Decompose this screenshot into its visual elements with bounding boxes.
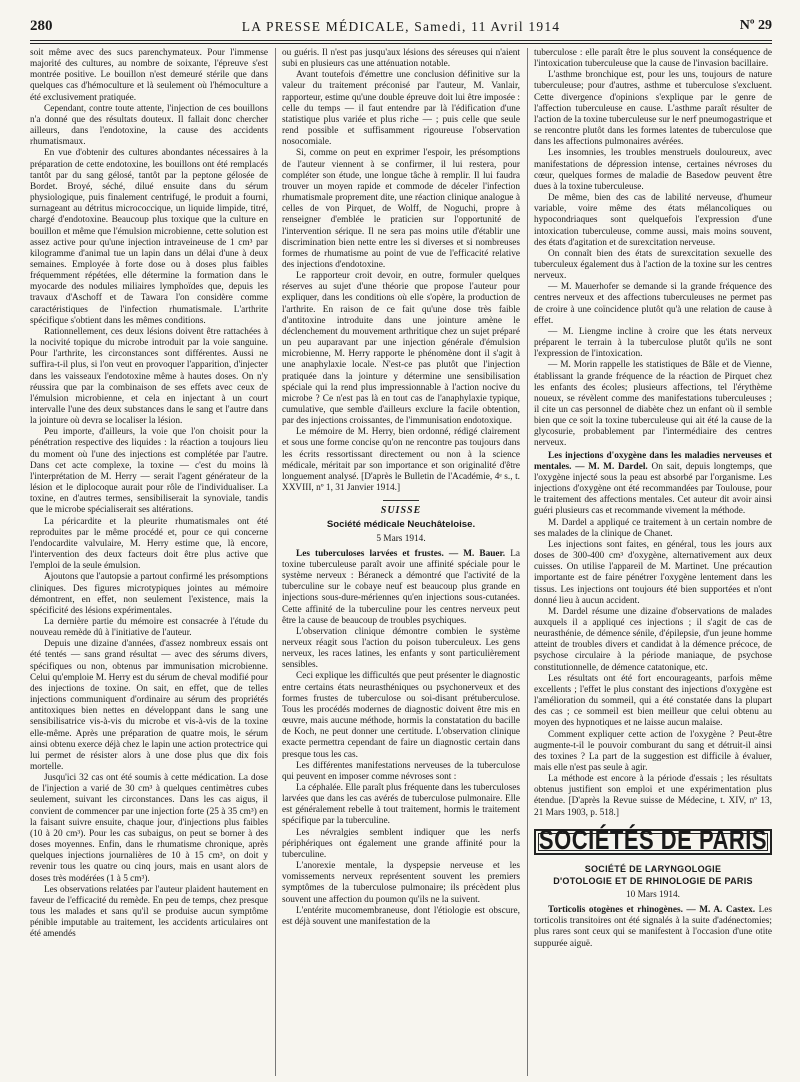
page-header <box>30 18 772 38</box>
section-heading-suisse: SUISSE <box>380 505 422 517</box>
column-2 <box>282 48 520 1076</box>
paragraph: On sait, depuis longtemps, que l'oxygène injecté sous la peau est absorbé par l'organisme. Les injections d'oxygène ont été recommandées par Toulouse, pour le traitement des affections mentales. Cet auteur dit avoir ainsi guéri plusieurs cas et recommande vivement la méthode. <box>534 461 772 517</box>
header-rule <box>30 40 772 41</box>
paragraph: Les différentes manifestations nerveuses de la tuberculose qui peuvent en imposer comme névroses sont : <box>282 760 520 782</box>
section-separator <box>383 500 419 501</box>
societes-banner <box>534 823 772 855</box>
paragraph: L'anorexie mentale, la dyspepsie nerveuse et les vomissements nerveux représentent souvent les premiers symptômes de la tuberculose pulmonaire; ils précèdent plus souvent une affection du poumon qu'ils ne la suivent. <box>282 861 520 905</box>
paragraph: Les résultats ont été fort encourageants, parfois même excellents ; l'effet le plus constant des injections d'oxygène est l'amélioration du sommeil, qui a été constatée dans la plupart des cas ; ce sommeil est bien meilleur que celui obtenu au moyen des hypnotiques et ne laisse aucun malaise. <box>534 673 772 729</box>
paragraph: — M. Morin rappelle les statistiques de Bâle et de Vienne, établissant la grande fréquence de la réaction de Pirquet chez les enfants des écoles; plusieurs affections, tel l'érythème noueux, se révèlent comme des manifestations tuberculeuses ; il cite un cas personnel de diabète chez un enfant où il semble bien que ce soit la toxine tuberculeuse qui ait été la cause de la glycosurie, probablement par l'intermédiaire des centres nerveux. <box>534 360 772 449</box>
paragraph: — M. Liengme incline à croire que les états nerveux préparent le terrain à la tuberculose plutôt qu'ils ne sont l'expression de l'intoxication. <box>534 326 772 360</box>
society-name-line-2: D'OTOLOGIE ET DE RHINOLOGIE DE PARIS <box>553 875 753 886</box>
paragraph: ou guéris. Il n'est pas jusqu'aux lésions des séreuses qui n'aient subi en plusieurs cas une atténuation notable. <box>282 48 520 70</box>
page-number: 280 <box>30 18 53 34</box>
column-divider <box>527 48 528 1076</box>
paragraph: Si, comme on peut en exprimer l'espoir, les présomptions de l'auteur viennent à se confirmer, il lui restera, pour compléter son étude, une longue tâche à remplir. Il lui faudra trouver un moyen rapide et commode de déceler l'infection rhumatismale proprement dite, une réaction clinique analogue à celles de von Pirquet, de Wolff, de Noguchi, propre à renseigner d'emblée le praticien sur l'opportunité de l'intervention sérique. Il ne sera pas moins utile d'établir une discrimination bien nette entre les si diverses et si nombreuses formes de rhumatisme au point de vue de l'efficacité relative des injections d'endotoxine. <box>282 148 520 270</box>
paragraph: Les torticolis transitoires ont été signalés à la suite d'adénectomies; plus rares sont ceux qui se manifestent à l'occasion d'une otite suppurée aiguë. <box>534 905 772 949</box>
paragraph: Avant toutefois d'émettre une conclusion définitive sur la valeur du traitement préconisé par l'auteur, M. Vanlair, rapporteur, estime qu'une double épreuve doit lui être imposée : celle du temps — il faut entendre par là l'édification d'une statistique plus variée et plus riche — ; puis celle que seule rend possible et suffisamment rigoureuse l'observation nosocomiale. <box>282 70 520 148</box>
column-divider <box>275 48 276 1076</box>
paragraph: Les névralgies semblent indiquer que les nerfs périphériques ont également une grande affinité pour la tuberculine. <box>282 827 520 860</box>
paragraph: On connaît bien des états de surexcitation sexuelle des tuberculeux également dus à l'action de la toxine sur les centres nerveux. <box>534 248 772 282</box>
paragraph: La dernière partie du mémoire est consacrée à l'étude du nouveau remède dû à l'initiative de l'auteur. <box>30 616 268 639</box>
paragraph: Les insomnies, les troubles menstruels douloureux, avec manifestations de dépression intense, certaines névroses du cœur, quelques formes de maladie de Basedow peuvent être dues à la toxine tuberculeuse. <box>534 148 772 192</box>
paragraph: Jusqu'ici 32 cas ont été soumis à cette médication. La dose de l'injection a varié de 30 cm³ à quelques centimètres cubes seulement, suivant les circonstances. Dans les cas aigus, il convient de commencer par une injection forte (25 à 35 cm³) en la faisant suivre ensuite, chaque jour, d'injections plus faibles (10 à 20 cm³). Pour les cas subaigus, on peut se borner à des doses moyennes. Enfin, dans le rhumatisme chronique, après quelques injections journalières de 10 à 15 cm³, on doit y revenir tous les quatre ou cinq jours, mais en usant alors de doses très modérées (1 à 5 cm³). <box>30 773 268 884</box>
paragraph: Peu importe, d'ailleurs, la voie que l'on choisit pour la pénétration respective des liquides : la réaction a toujours lieu du moment où l'une des injections est complétée par l'autre. Dans cet acte complexe, la toxine — c'est du moins là l'interprétation de M. Herry — serait l'agent générateur de la lésion et le diplocoque aurait pour rôle de l'individualiser. La toxine, en d'autres termes, sensibiliserait la synoviale, tandis que le microbe spécialiserait ses altérations. <box>30 427 268 516</box>
article-heading: Les tuberculoses larvées et frustes. — M. Bauer. <box>296 548 506 559</box>
paragraph: Ceci explique les difficultés que peut présenter le diagnostic entre certains états neurasthéniques ou psychonerveux et des formes frustes de tuberculose ou soi-disant prétuberculose. Tous les procédés modernes de diagnostic doivent être mis en œuvre, mais aucune méthode, hormis la constatation du bacille de Koch, ne peut donner une certitude. L'observation clinique exacte permettra cependant de faire un diagnostic certain dans presque tous les cas. <box>282 671 520 760</box>
society-name-line-1: SOCIÉTÉ DE LARYNGOLOGIE <box>584 863 722 874</box>
paragraph: La céphalée. Elle paraît plus fréquente dans les tuberculoses larvées que dans les cas avérés de tuberculose pulmonaire. Elle est généralement rebelle à tout traitement, hormis le traitement spécifique par la tuberculine. <box>282 783 520 827</box>
session-date: 10 Mars 1914. <box>626 889 680 900</box>
issue-number: Nº 29 <box>739 18 772 33</box>
article-heading: Les injections d'oxygène dans les maladies nerveuses et mentales. — M. M. Dardel. <box>534 450 772 472</box>
paragraph: L'entérite mucomembraneuse, dont l'étiologie est obscure, est déjà souvent une manifestation de la <box>282 905 520 927</box>
journal-title: LA PRESSE MÉDICALE, Samedi, 11 Avril 1914 <box>241 19 561 34</box>
paragraph: Les observations relatées par l'auteur plaident hautement en faveur de l'efficacité du remède. En peu de temps, chez presque tous les malades et sans qu'il se produise aucun symptôme pénible imputable au traitement, les accidents articulaires ont été amendés <box>30 884 268 940</box>
header-rule-double <box>30 43 772 44</box>
paragraph: Depuis une dizaine d'années, d'assez nombreux essais ont été tentés — sans grand résultat — avec des sérums divers, spécifiques ou non, obtenus par immunisation microbienne. Celui qu'emploie M. Herry est du sérum de cheval modifié pour des injections de toxine. On sait, en effet, que de telles injections communiquent d'ordinaire au sérum des propriétés antitoxiques bien nettes en développant dans le sang une sensibilisatrice vis-à-vis du microbe et vis-à-vis de la toxine elle-même. Après une préparation de quatre mois, le sérum ainsi obtenu exerce déjà chez le lapin une action protectrice qui lui permet de résister alors à une dose plus que dix fois mortelle. <box>30 639 268 772</box>
paragraph: M. Dardel a appliqué ce traitement à un certain nombre de ses malades de la clinique de Chanet. <box>534 517 772 539</box>
paragraph: Cependant, contre toute attente, l'injection de ces bouillons n'a donné que des résultats douteux. Il fallait donc chercher ailleurs, dans l'endotoxine, la cause des accidents rhumatismaux. <box>30 103 268 148</box>
article-heading: Torticolis otogènes et rhinogènes. — M. A. Castex. <box>548 905 756 916</box>
column-1 <box>30 48 268 1076</box>
paragraph: De même, bien des cas de labilité nerveuse, d'humeur variable, voire même des états mélancoliques ou hypocondriaques sont quelquefois l'expression d'une intoxication tuberculeuse, comme aussi, mais moins souvent, des états d'agitation et de surexcitation nerveuse. <box>534 193 772 248</box>
paragraph: M. Dardel résume une dizaine d'observations de malades auxquels il a appliqué ces injections ; il s'agit de cas de neurasthénie, de démence sénile, d'épilepsie, d'un jeune homme atteint de troubles divers et candidat à la démence précoce, de psychose circulaire à la période maniaque, de psychose constitutionnelle, de démence catatonique, etc. <box>534 606 772 673</box>
column-3 <box>534 48 772 1076</box>
paragraph: En vue d'obtenir des cultures abondantes nécessaires à la préparation de cette endotoxine, les bouillons ont été remplacés tantôt par du sang gélosé, tantôt par la peptone gélosée de Bordet. Broyé, séché, dilué ensuite dans du sérum physiologique, puis finalement centrifugé, le produit a fourni, surnageant au détritus micrococcique, un liquide limpide, titré, chargé d'endotoxine. Beaucoup plus toxique que la culture en bouillon et même que l'émulsion microbienne, cette solution est assez active pour qu'une injection intraveineuse de 1 cm³ par kilogramme d'animal tue un lapin dans un délai d'une à deux semaines. Employée à forte dose ou à doses plus faibles fréquemment répétées, elle détermine la formation dans le myocarde des nodules miliaires lymphoïdes que, depuis les travaux d'Aschoff et de Tawara l'on considère comme caractéristiques de l'infection rhumatismale. L'arthrite spécifique s'obtient dans les mêmes conditions. <box>30 148 268 326</box>
paragraph: La péricardite et la pleurite rhumatismales ont été reproduites par le même procédé et, pour ce qui concerne l'endocardite valvulaire, M. Herry estime que, là encore, l'intervention des deux facteurs doit être plus active que l'emploi de la seule émulsion. <box>30 516 268 572</box>
paragraph: Comment expliquer cette action de l'oxygène ? Peut-être augmente-t-il le pouvoir comburant du sang et détruit-il ainsi des toxines ? La part de la suggestion est difficile à évaluer, mais elle n'est pas seule à agir. <box>534 729 772 773</box>
paragraph: Ajoutons que l'autopsie a partout confirmé les présomptions cliniques. Des figures microtypiques jointes au mémoire démontrent, en effet, non seulement l'existence, mais la spécificité des lésions expérimentales. <box>30 572 268 616</box>
session-date: 5 Mars 1914. <box>376 533 426 544</box>
paragraph: tuberculose : elle paraît être le plus souvent la conséquence de l'intoxication tuberculeuse que la cause de l'invasion bacillaire. <box>534 48 772 70</box>
paragraph: soit même avec des sucs parenchymateux. Pour l'immense majorité des cultures, au nombre de soixante, l'épreuve s'est montrée positive. Le bouillon n'est demeuré stérile que dans quelques cas d'hémoculture et là seulement où l'hémoculture a été exclusivement pratiquée. <box>30 48 268 103</box>
paragraph: Les injections sont faites, en général, tous les jours aux doses de 300-400 cm³ d'oxygène, alternativement aux deux cuisses. On utilise l'appareil de M. Martinet. Une précaution importante est de faire pénétrer l'oxygène lentement dans les tissus. Les injections ont toujours été bien supportées et n'ont donné lieu à aucun accident. <box>534 539 772 606</box>
paragraph: L'observation clinique démontre combien le système nerveux réagit sous l'action du poison tuberculeux. Les gens nerveux, les races latines, les enfants y sont particulièrement sensibles. <box>282 626 520 671</box>
paragraph: Le mémoire de M. Herry, bien ordonné, rédigé clairement et sous une forme concise qu'on ne rencontre pas toujours dans les écrits ressortissant directement ou non à la science médicale, méritait par son importance et son originalité d'être longuement analysé. [D'après le Bulletin de l'Académie, 4ᵉ s., t. XXVIII, nº 1, 31 Janvier 1914.] <box>282 427 520 494</box>
society-name: Société médicale Neuchâteloise. <box>326 519 476 531</box>
societes-banner-text: SOCIÉTÉS DE PARIS <box>538 823 768 855</box>
paragraph: Le rapporteur croit devoir, en outre, formuler quelques réserves au sujet d'une théorie que propose l'auteur pour expliquer, dans les conditions où elle s'opère, la production de l'arthrite. En raison de ce fait qu'une dose très faible d'antitoxine introduite dans une jointure amène le déclenchement du mouvement arthritique chez un sujet préparé un peu auparavant par une injection générale d'émulsion microbienne, M. Herry rapporte le phénomène dont il s'agit à une anaphylaxie locale. N'est-ce pas plutôt que l'injection pratiquée dans la jointure y détermine une sensibilisation spéciale qui la rend plus impressionnable à l'action nocive du microbe ? Ce n'est pas là en tout cas de l'anaphylaxie typique, cumulative, que semble d'ailleurs exclure la facile obtention, par des injections croissantes, de l'immunisation endotoxique. <box>282 271 520 427</box>
paragraph: La méthode est encore à la période d'essais ; les résultats obtenus justifient son emploi et une expérimentation plus étendue. [D'après la Revue suisse de Médecine, t. XIV, nº 13, 21 Mars 1903, p. 518.] <box>534 774 772 818</box>
paragraph: L'asthme bronchique est, pour les uns, toujours de nature tuberculeuse; pour d'autres, asthme et tuberculose s'excluent. Cette divergence d'opinions s'explique par le genre de l'affection tuberculeuse en cause. L'asthme paraît résulter de l'action de la toxine tuberculeuse sur le nerf pneumogastrique et se rencontre plutôt dans les formes latentes de tuberculose que dans les affections pulmonaires avérées. <box>534 70 772 148</box>
paragraph: Rationnellement, ces deux lésions doivent être rattachées à la nocivité topique du microbe introduit par la voie sanguine. Pour l'arthrite, les circonstances sont différentes. Aussi ne suffira-t-il plus, si l'on veut en provoquer l'apparition, d'injecter dans les vaisseaux l'endotoxine même à hautes doses. On n'y réussira que par la combinaison de ses effets avec ceux de l'émulsion microbienne, et cela en injectant à un court intervalle l'une des deux substances dans le sang et l'autre dans la jointure où devra se localiser la lésion. <box>30 326 268 427</box>
paragraph: — M. Mauerhofer se demande si la grande fréquence des centres nerveux et des affections tuberculeuses ne permet pas de croire à une coïncidence plutôt qu'à une relation de cause à effet. <box>534 282 772 326</box>
paragraph: La toxine tuberculeuse paraît avoir une affinité spéciale pour le système nerveux : Béraneck a démontré que l'activité de la tuberculine sur le cobaye neuf est beaucoup plus grande en injections sous-dure-mériennes qu'en injections sous-cutanées. Cette affinité de la tuberculine pour les centres nerveux peut être la cause de beaucoup de troubles psychiques. <box>282 548 520 626</box>
